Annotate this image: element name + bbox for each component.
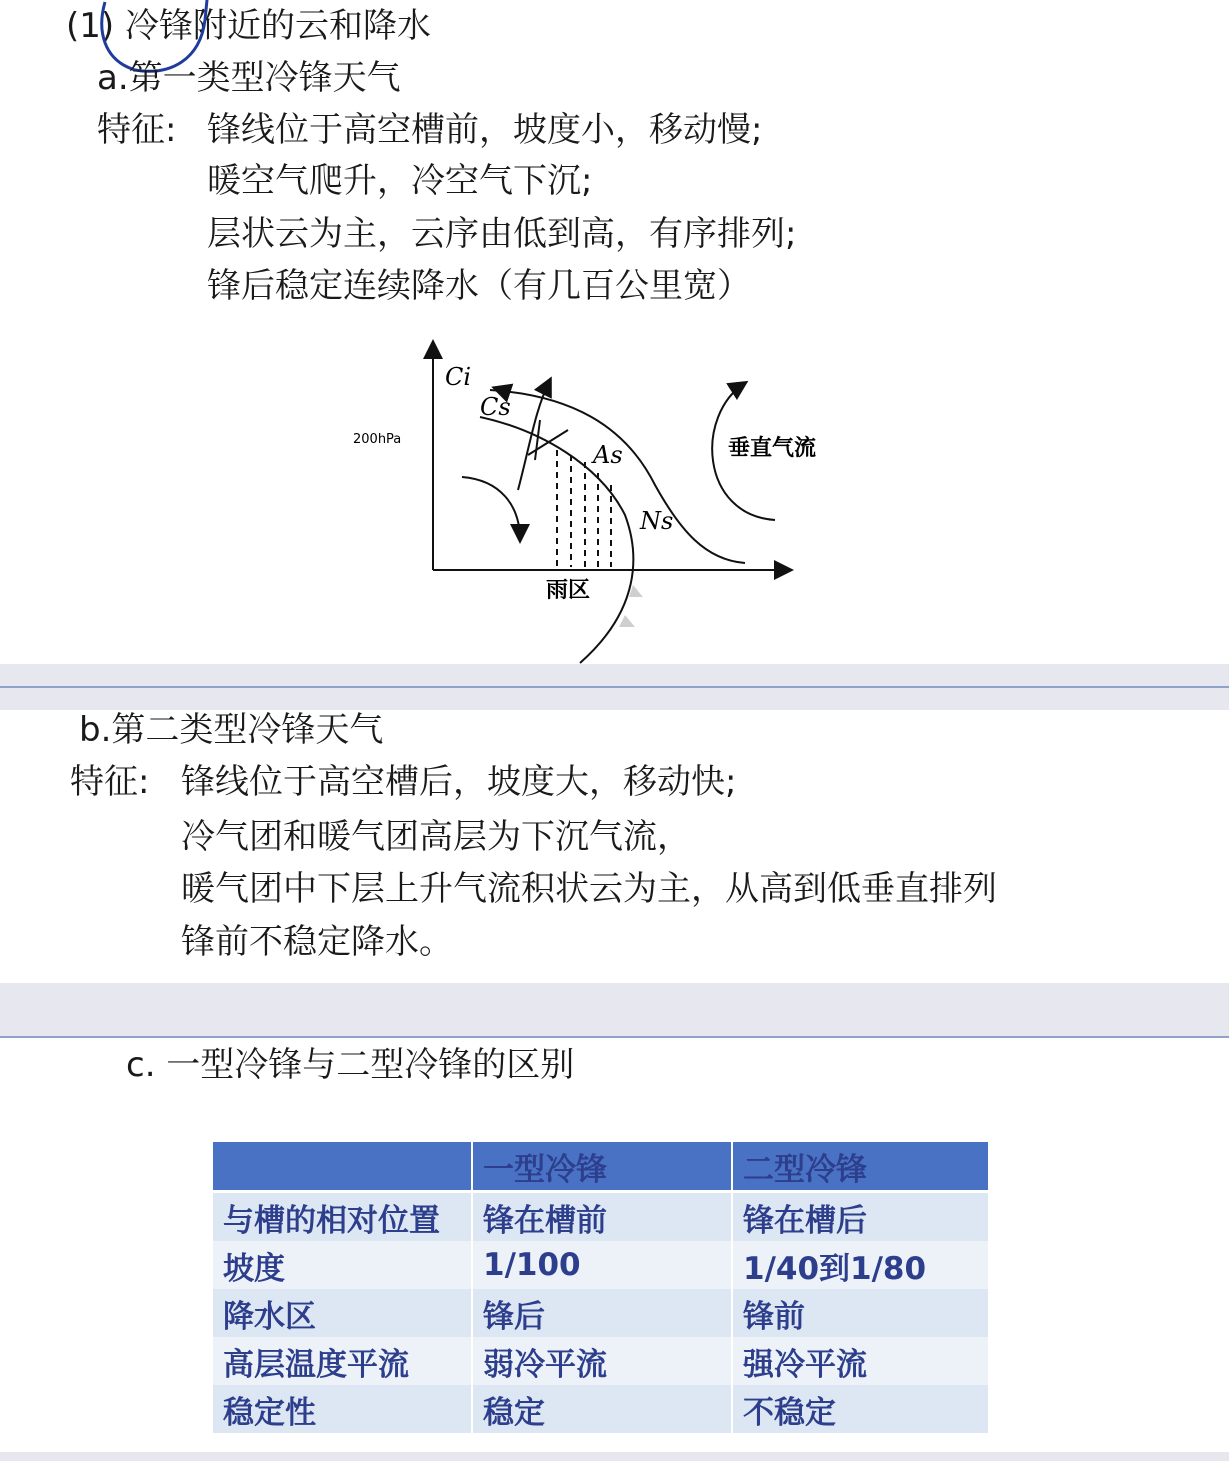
table-header-cell: 一型冷锋 [472, 1142, 732, 1192]
table-row [213, 1337, 988, 1385]
table-cell: 1/100 [472, 1241, 732, 1289]
section1-feature-4: 锋后稳定连续降水（有几百公里宽） [207, 266, 751, 306]
table-cell: 不稳定 [732, 1385, 988, 1433]
table-cell: 1/40到1/80 [732, 1241, 988, 1289]
section1-feature-3: 层状云为主，云序由低到高，有序排列; [207, 214, 797, 254]
table-cell: 坡度 [213, 1241, 472, 1289]
section2-feature-3: 暖气团中下层上升气流积状云为主，从高到低垂直排列 [181, 869, 997, 909]
table-row [213, 1289, 988, 1337]
label-ci: Ci [445, 363, 472, 391]
section1-feature-label: 特征: [97, 110, 177, 150]
table-cell: 稳定 [472, 1385, 732, 1433]
section2-feature-2: 冷气团和暖气团高层为下沉气流， [181, 817, 691, 857]
table-row [213, 1385, 988, 1433]
table-header-cell: 二型冷锋 [732, 1142, 988, 1192]
section1-feature-1: 锋线位于高空槽前，坡度小，移动慢; [207, 110, 763, 150]
table-cell: 降水区 [213, 1289, 472, 1337]
table-cell: 与槽的相对位置 [213, 1192, 472, 1242]
section3-subheading: c. 一型冷锋与二型冷锋的区别 [126, 1045, 575, 1085]
label-200hpa: 200hPa [353, 432, 402, 447]
section1-feature-2: 暖空气爬升，冷空气下沉; [207, 161, 593, 201]
table-cell: 弱冷平流 [472, 1337, 732, 1385]
table-cell: 锋在槽后 [732, 1192, 988, 1242]
label-vertical-flow: 垂直气流 [728, 436, 817, 461]
page-separator [0, 1452, 1229, 1461]
section1-heading: (1) 冷锋附近的云和降水 [66, 6, 431, 46]
table-row [213, 1241, 988, 1289]
comparison-table [213, 1142, 988, 1433]
section2-feature-1: 锋线位于高空槽后，坡度大，移动快; [181, 762, 737, 802]
label-cs: Cs [480, 393, 511, 421]
section2-feature-4: 锋前不稳定降水。 [181, 922, 453, 962]
label-ns: Ns [640, 507, 674, 535]
label-as: As [593, 441, 623, 469]
cold-front-diagram [340, 335, 840, 665]
section1-subheading: a.第一类型冷锋天气 [97, 58, 401, 98]
table-cell: 锋在槽前 [472, 1192, 732, 1242]
table-cell: 锋后 [472, 1289, 732, 1337]
section2-subheading: b.第二类型冷锋天气 [79, 710, 384, 750]
separator-line [0, 1036, 1229, 1038]
table-cell: 强冷平流 [732, 1337, 988, 1385]
table-row [213, 1192, 988, 1242]
table-header-cell [213, 1142, 472, 1192]
table-cell: 稳定性 [213, 1385, 472, 1433]
cloud-top-curve [490, 390, 745, 563]
separator-line [0, 686, 1229, 688]
table-cell: 锋前 [732, 1289, 988, 1337]
sinking-arrow [462, 477, 520, 540]
page-separator [0, 983, 1229, 1036]
table-header-row [213, 1142, 988, 1192]
label-rain-area: 雨区 [546, 578, 591, 603]
table-cell: 高层温度平流 [213, 1337, 472, 1385]
section2-feature-label: 特征: [70, 762, 150, 802]
